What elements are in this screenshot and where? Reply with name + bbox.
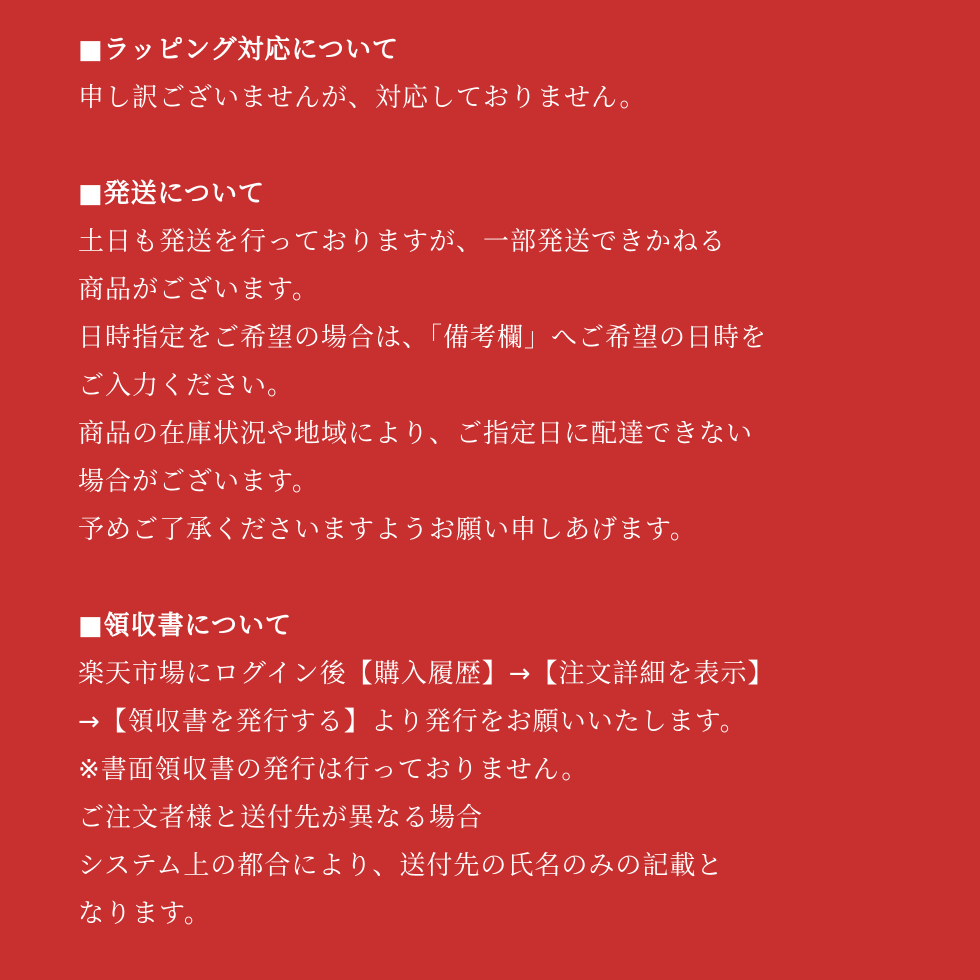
receipt-line: →【領収書を発行する】より発行をお願いいたします。 <box>78 707 747 737</box>
notice-panel <box>78 26 960 938</box>
receipt-line: ご注文者様と送付先が異なる場合 <box>78 803 484 833</box>
receipt-line: システム上の都合により、送付先の氏名のみの記載と <box>78 851 724 881</box>
receipt-heading: ■領収書について <box>78 611 293 641</box>
shipping-line: 場合がございます。 <box>78 467 319 497</box>
shipping-line: 土日も発送を行っておりますが、一部発送できかねる <box>78 227 727 257</box>
shipping-line: 商品の在庫状況や地域により、ご指定日に配達できない <box>78 419 754 449</box>
receipt-line: 楽天市場にログイン後【購入履歴】→【注文詳細を表示】 <box>78 659 775 689</box>
wrapping-line: 申し訳ございませんが、対応しておりません。 <box>78 83 647 113</box>
shipping-line: 予めご了承くださいますようお願い申しあげます。 <box>78 515 697 545</box>
wrapping-section <box>78 26 960 122</box>
wrapping-heading: ■ラッピング対応について <box>78 35 400 65</box>
shipping-line: ご入力ください。 <box>78 371 295 401</box>
receipt-section <box>78 602 960 938</box>
shipping-line: 日時指定をご希望の場合は、「備考欄」へご希望の日時を <box>78 323 768 353</box>
receipt-line: なります。 <box>78 899 211 929</box>
shipping-line: 商品がございます。 <box>78 275 319 305</box>
shipping-section <box>78 170 960 554</box>
receipt-line: ※書面領収書の発行は行っておりません。 <box>78 755 589 785</box>
shipping-heading: ■発送について <box>78 179 266 209</box>
